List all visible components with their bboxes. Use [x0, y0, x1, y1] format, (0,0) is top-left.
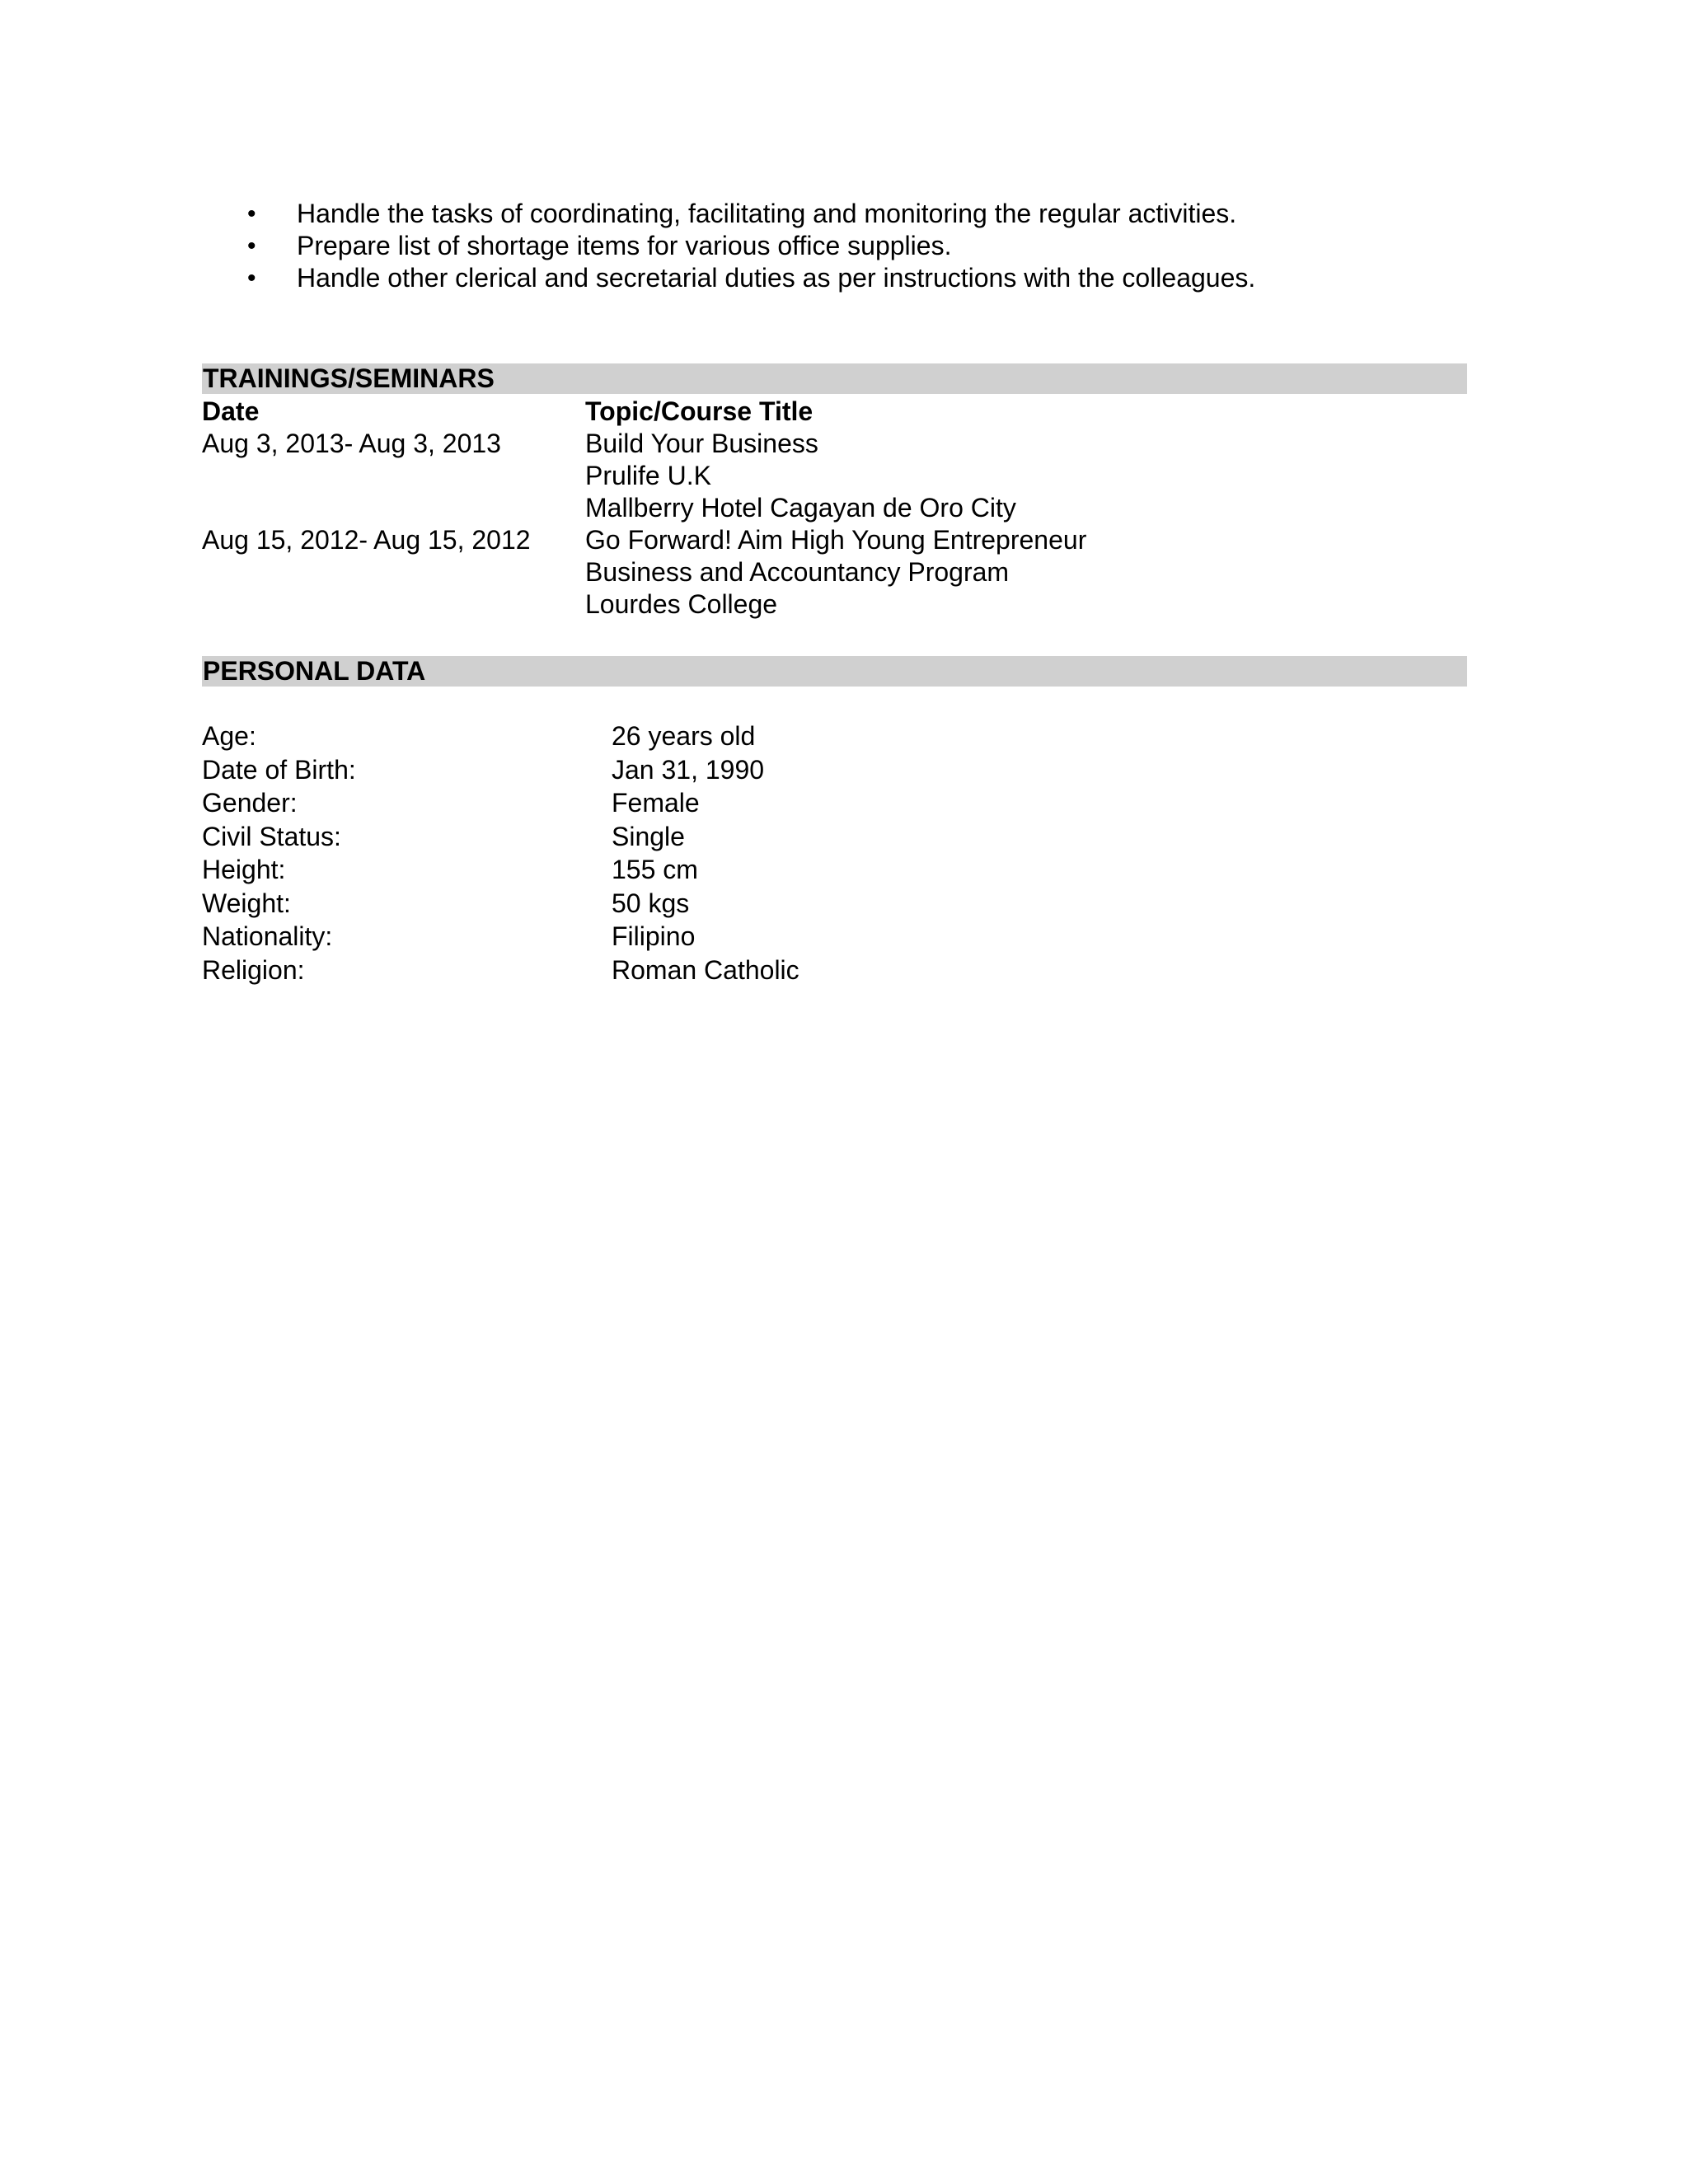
field-label: Religion:: [202, 954, 305, 985]
training-date: Aug 15, 2012- Aug 15, 2012: [202, 525, 531, 555]
field-value: Single: [612, 821, 685, 851]
field-label: Nationality:: [202, 921, 333, 951]
list-item: [202, 853, 1467, 887]
field-value: Jan 31, 1990: [612, 754, 765, 785]
list-item: [247, 198, 1484, 230]
field-label: Weight:: [202, 888, 291, 918]
field-label: Gender:: [202, 788, 298, 818]
bullet-icon: •: [247, 232, 256, 260]
bullet-icon: •: [247, 265, 256, 292]
field-label: Age:: [202, 721, 256, 751]
training-topic: Business and Accountancy Program: [585, 557, 1010, 587]
list-item: [202, 753, 1467, 787]
list-item-text: Handle the tasks of coordinating, facilitating and monitoring the regular activities.: [297, 199, 1237, 228]
field-value: Female: [612, 788, 700, 818]
training-topic: Prulife U.K: [585, 461, 711, 490]
field-value: Roman Catholic: [612, 954, 799, 985]
table-row: [202, 588, 1467, 621]
field-value: 26 years old: [612, 721, 756, 751]
field-value: 155 cm: [612, 855, 698, 884]
list-item: [247, 230, 1484, 262]
list-item: [202, 954, 1467, 987]
duties-bullet-list: [247, 198, 1484, 294]
training-topic: Build Your Business: [585, 429, 818, 458]
bullet-icon: •: [247, 200, 256, 227]
table-row: [202, 492, 1467, 524]
table-row: [202, 556, 1467, 588]
list-item: [202, 887, 1467, 921]
list-item: [247, 262, 1484, 294]
table-row: [202, 428, 1467, 460]
field-label: Height:: [202, 855, 286, 884]
list-item: [202, 920, 1467, 954]
field-label: Civil Status:: [202, 821, 341, 851]
training-topic: Mallberry Hotel Cagayan de Oro City: [585, 493, 1016, 523]
list-item-text: Prepare list of shortage items for various office supplies.: [297, 231, 952, 260]
list-item: [202, 719, 1467, 753]
table-header-row: [202, 396, 1467, 428]
field-value: Filipino: [612, 921, 696, 951]
trainings-section-header: TRAININGS/SEMINARS: [202, 363, 1467, 394]
list-item-text: Handle other clerical and secretarial duties as per instructions with the colleagues.: [297, 263, 1256, 293]
training-topic: Go Forward! Aim High Young Entrepreneur: [585, 525, 1087, 555]
list-item: [202, 820, 1467, 854]
training-topic: Lourdes College: [585, 589, 778, 619]
table-row: [202, 524, 1467, 556]
table-row: [202, 460, 1467, 492]
personal-data-section-header: PERSONAL DATA: [202, 656, 1467, 687]
date-column-header: Date: [202, 396, 260, 426]
topic-column-header: Topic/Course Title: [585, 396, 814, 426]
trainings-table: [202, 396, 1467, 621]
list-item: [202, 786, 1467, 820]
field-label: Date of Birth:: [202, 754, 356, 785]
training-date: Aug 3, 2013- Aug 3, 2013: [202, 429, 501, 458]
field-value: 50 kgs: [612, 888, 690, 918]
personal-data-list: [202, 719, 1467, 987]
